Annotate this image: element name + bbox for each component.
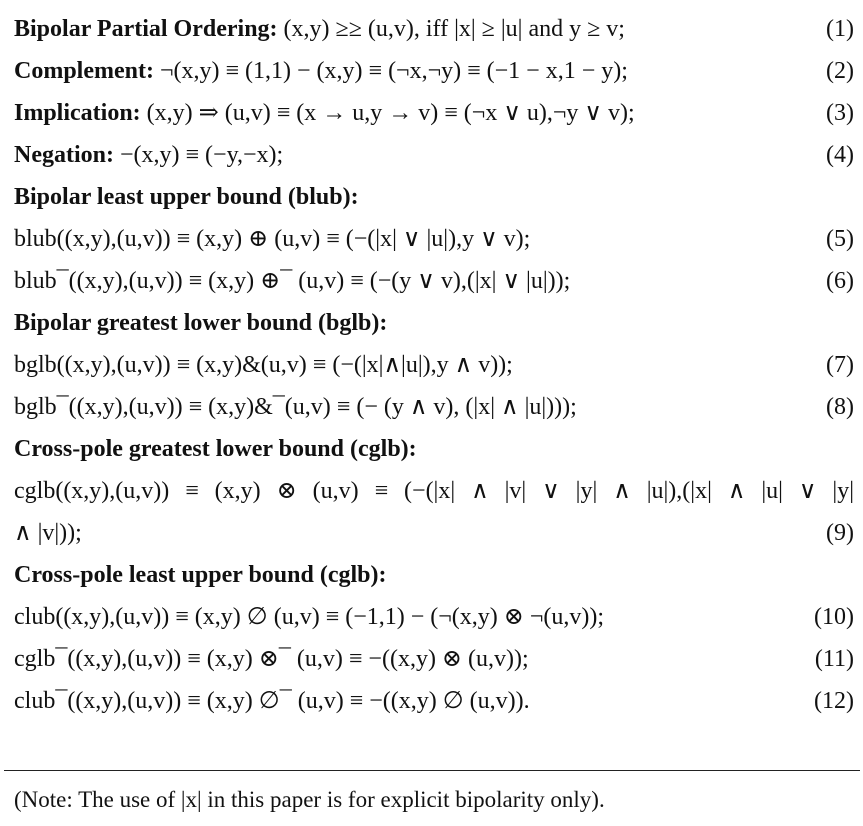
equation-1-expr: (x,y) ≥≥ (u,v), iff |x| ≥ |u| and y ≥ v; [277, 16, 625, 42]
equation-3-number: (3) [826, 100, 854, 126]
equation-9-line-2: ∧ |v|)); [14, 520, 82, 546]
heading-cglb [4, 428, 860, 470]
equation-4-expr: −(x,y) ≡ (−y,−x); [113, 142, 284, 168]
equation-1-label: Bipolar Partial Ordering: [14, 16, 278, 42]
heading-blub-text: Bipolar least upper bound (blub): [14, 184, 359, 210]
equation-11-number: (11) [814, 646, 854, 672]
equation-10 [4, 596, 860, 638]
equation-5-expr: blub((x,y),(u,v)) ≡ (x,y) ⊕ (u,v) ≡ (−(|x| ∨ |u|),y ∨ v); [14, 226, 531, 252]
equation-2 [4, 50, 860, 92]
equation-9-number: (9) [826, 520, 854, 546]
equation-4-number: (4) [826, 142, 854, 168]
equation-7 [4, 344, 860, 386]
equation-3-expr: (x,y) ⇒ (u,v) ≡ (x → u,y → v) ≡ (¬x ∨ u),¬y ∨ v); [140, 100, 635, 126]
equation-6 [4, 260, 860, 302]
equation-7-expr: bglb((x,y),(u,v)) ≡ (x,y)&(u,v) ≡ (−(|x|∧|u|),y ∧ v)); [14, 352, 513, 378]
equation-3-label: Implication: [14, 100, 141, 126]
equation-5-number: (5) [826, 226, 854, 252]
equation-12-expr: club¯((x,y),(u,v)) ≡ (x,y) ∅¯ (u,v) ≡ −((x,y) ∅ (u,v)). [14, 688, 530, 714]
equation-2-label: Complement: [14, 58, 154, 84]
equation-6-expr: blub¯((x,y),(u,v)) ≡ (x,y) ⊕¯ (u,v) ≡ (−(y ∨ v),(|x| ∨ |u|)); [14, 268, 571, 294]
equation-5 [4, 218, 860, 260]
equation-9-line-1: cglb((x,y),(u,v)) ≡ (x,y) ⊗ (u,v) ≡ (−(|x| ∧ |v| ∨ |y| ∧ |u|),(|x| ∧ |u| ∨ |y| [14, 478, 854, 504]
equation-8-number: (8) [826, 394, 854, 420]
equation-6-number: (6) [826, 268, 854, 294]
heading-cglb-text: Cross-pole greatest lower bound (cglb): [14, 436, 417, 462]
equation-3 [4, 92, 860, 134]
heading-blub [4, 176, 860, 218]
footnote: (Note: The use of |x| in this paper is for explicit bipolarity only). [14, 787, 605, 812]
equation-10-expr: club((x,y),(u,v)) ≡ (x,y) ∅ (u,v) ≡ (−1,1) − (¬(x,y) ⊗ ¬(u,v)); [14, 604, 605, 630]
equation-7-number: (7) [826, 352, 854, 378]
heading-club-text: Cross-pole least upper bound (cglb): [14, 562, 387, 588]
equation-8 [4, 386, 860, 428]
equation-8-expr: bglb¯((x,y),(u,v)) ≡ (x,y)&¯(u,v) ≡ (− (y ∧ v), (|x| ∧ |u|))); [14, 394, 577, 420]
equation-2-expr: ¬(x,y) ≡ (1,1) − (x,y) ≡ (¬x,¬y) ≡ (−1 − x,1 − y); [153, 58, 628, 84]
equation-9 [4, 470, 860, 554]
heading-bglb [4, 302, 860, 344]
equation-11 [4, 638, 860, 680]
equation-1 [4, 8, 860, 50]
equation-10-number: (10) [814, 604, 854, 630]
heading-bglb-text: Bipolar greatest lower bound (bglb): [14, 310, 388, 336]
equation-2-number: (2) [826, 58, 854, 84]
equation-4-label: Negation: [14, 142, 114, 168]
table-bottom-rule [4, 770, 860, 771]
equation-12 [4, 680, 860, 722]
equation-12-number: (12) [814, 688, 854, 714]
equation-table [4, 8, 860, 722]
equation-4 [4, 134, 860, 176]
heading-club [4, 554, 860, 596]
equation-1-number: (1) [826, 16, 854, 42]
equation-11-expr: cglb¯((x,y),(u,v)) ≡ (x,y) ⊗¯ (u,v) ≡ −((x,y) ⊗ (u,v)); [14, 646, 529, 672]
